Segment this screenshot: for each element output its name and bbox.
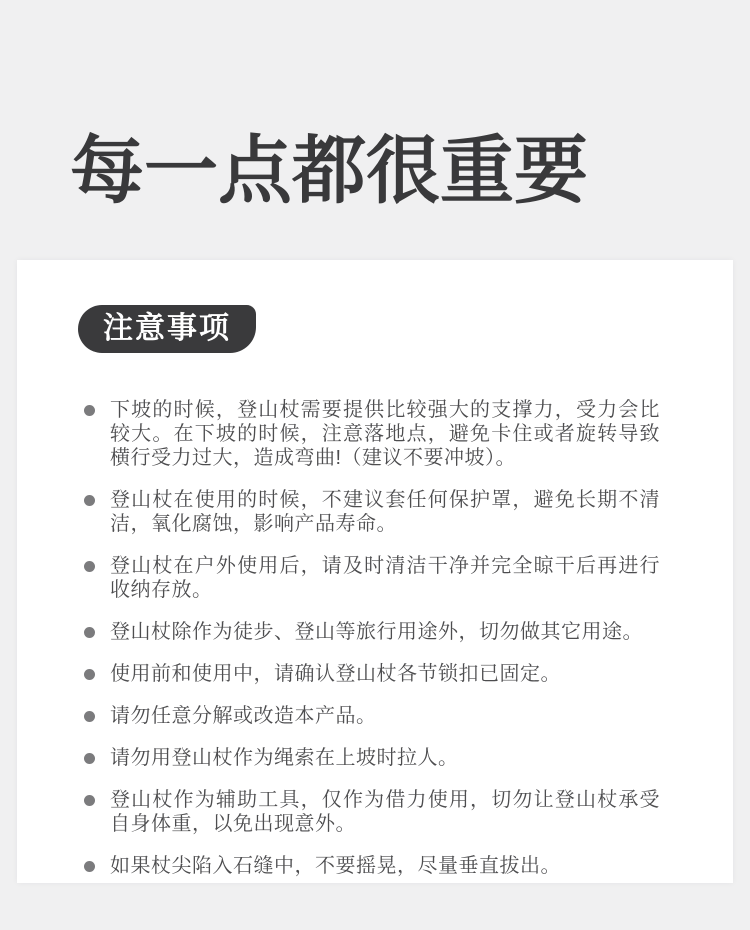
notice-item-text: 下坡的时候，登山杖需要提供比较强大的支撑力，受力会比较大。在下坡的时候，注意落地点，避免卡住或者旋转导致横行受力过大，造成弯曲!（建议不要冲坡）。: [110, 399, 660, 469]
bullet-icon: [84, 711, 95, 722]
notice-item-text: 请勿任意分解或改造本产品。: [110, 705, 377, 727]
notice-item-text: 登山杖作为辅助工具，仅作为借力使用，切勿让登山杖承受自身体重，以免出现意外。: [110, 789, 660, 835]
notice-item: [78, 554, 660, 602]
notice-item: [78, 488, 660, 536]
bullet-icon: [84, 669, 95, 680]
notice-item: [78, 854, 660, 878]
bullet-icon: [84, 495, 95, 506]
notice-item: [78, 788, 660, 836]
notice-badge: 注意事项: [78, 305, 256, 353]
bullet-icon: [84, 561, 95, 572]
notice-item: [78, 398, 660, 470]
bullet-icon: [84, 753, 95, 764]
notice-item-text: 请勿用登山杖作为绳索在上坡时拉人。: [110, 747, 459, 769]
notice-item-text: 使用前和使用中，请确认登山杖各节锁扣已固定。: [110, 663, 561, 685]
notice-item-text: 登山杖在使用的时候，不建议套任何保护罩，避免长期不清洁，氧化腐蚀，影响产品寿命。: [110, 489, 660, 535]
notice-list: [78, 398, 673, 878]
page-title: 每一点都很重要: [70, 129, 588, 212]
notice-item: [78, 704, 660, 728]
notice-item-text: 如果杖尖陷入石缝中，不要摇晃，尽量垂直拔出。: [110, 855, 561, 877]
bullet-icon: [84, 795, 95, 806]
bullet-icon: [84, 627, 95, 638]
bullet-icon: [84, 861, 95, 872]
notice-item: [78, 662, 660, 686]
notice-item: [78, 620, 660, 644]
notice-item: [78, 746, 660, 770]
notice-item-text: 登山杖在户外使用后，请及时清洁干净并完全晾干后再进行收纳存放。: [110, 555, 660, 601]
bullet-icon: [84, 405, 95, 416]
notice-item-text: 登山杖除作为徒步、登山等旅行用途外，切勿做其它用途。: [110, 621, 643, 643]
notice-card: [17, 260, 733, 883]
